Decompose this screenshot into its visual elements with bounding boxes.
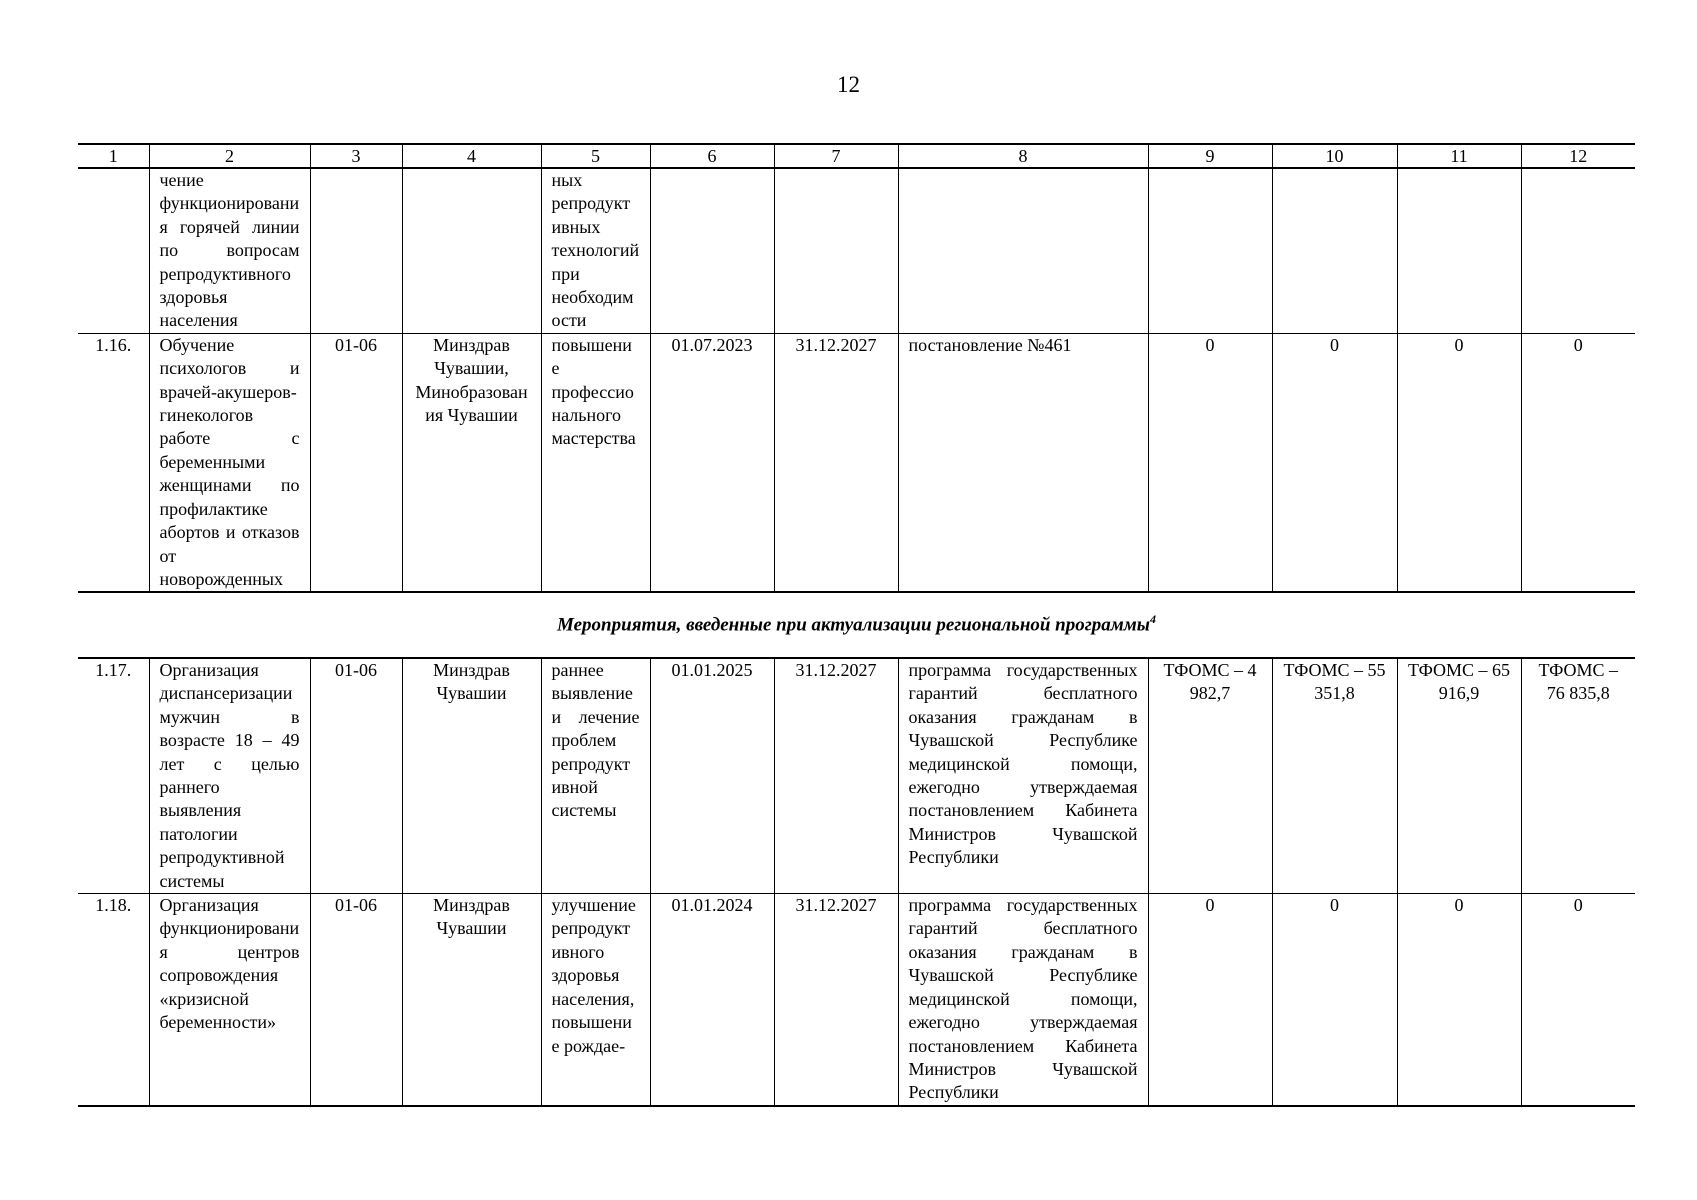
end-date: 31.12.2027 — [774, 333, 898, 592]
row-number: 1.18. — [78, 894, 149, 1106]
footnote-marker: 4 — [1149, 612, 1156, 626]
table-row — [78, 168, 1635, 333]
funding-col-10: ТФОМС – 55 351,8 — [1272, 658, 1397, 894]
program-code: 01-06 — [310, 333, 402, 592]
measure-name: Организация функционирования центров сопровождения «кризисной беременности» — [149, 894, 310, 1106]
column-number: 7 — [774, 144, 898, 168]
measure-name: Обучение психологов и врачей-акушеров-гинекологов работе с беременными женщинами по профилактике абортов и отказов от новорожденных — [149, 333, 310, 592]
column-number: 6 — [650, 144, 774, 168]
table-row — [78, 333, 1635, 592]
expected-result: раннее выявление и лечение проблем репродуктивной системы — [541, 658, 650, 894]
end-date: 31.12.2027 — [774, 894, 898, 1106]
funding-col-12: 0 — [1521, 894, 1635, 1106]
funding-col-10: 0 — [1272, 894, 1397, 1106]
table-row — [78, 894, 1635, 1106]
funding-col-10: 0 — [1272, 333, 1397, 592]
start-date — [650, 168, 774, 333]
column-number: 11 — [1397, 144, 1521, 168]
expected-result: ных репродуктивных технологий при необходимости — [541, 168, 650, 333]
column-number: 3 — [310, 144, 402, 168]
measure-name: Организация диспансеризации мужчин в возрасте 18 – 49 лет с целью раннего выявления патологии репродуктивной системы — [149, 658, 310, 894]
executor: Минздрав Чувашии, Минобразования Чувашии — [402, 333, 541, 592]
column-number: 10 — [1272, 144, 1397, 168]
row-number: 1.17. — [78, 658, 149, 894]
legal-basis: постановление №461 — [898, 333, 1148, 592]
funding-col-11: ТФОМС – 65 916,9 — [1397, 658, 1521, 894]
column-number: 4 — [402, 144, 541, 168]
column-number-header — [78, 144, 1635, 168]
funding-col-12 — [1521, 168, 1635, 333]
measure-name: чение функционирования горячей линии по вопросам репродуктивного здоровья населения — [149, 168, 310, 333]
column-number: 1 — [78, 144, 149, 168]
row-number: 1.16. — [78, 333, 149, 592]
column-number: 9 — [1148, 144, 1272, 168]
page-number: 12 — [837, 72, 860, 97]
column-number: 12 — [1521, 144, 1635, 168]
program-code: 01-06 — [310, 894, 402, 1106]
measures-table-bottom — [78, 657, 1635, 1107]
funding-col-9: ТФОМС – 4 982,7 — [1148, 658, 1272, 894]
section-title — [78, 612, 1635, 636]
expected-result: улучшение репродуктивного здоровья населения, повышение рождае- — [541, 894, 650, 1106]
funding-col-9: 0 — [1148, 894, 1272, 1106]
end-date — [774, 168, 898, 333]
funding-col-12: ТФОМС – 76 835,8 — [1521, 658, 1635, 894]
section-title-text: Мероприятия, введенные при актуализации региональной программы — [557, 614, 1150, 636]
funding-col-12: 0 — [1521, 333, 1635, 592]
column-number: 8 — [898, 144, 1148, 168]
executor: Минздрав Чувашии — [402, 894, 541, 1106]
funding-col-9 — [1148, 168, 1272, 333]
funding-col-10 — [1272, 168, 1397, 333]
start-date: 01.01.2025 — [650, 658, 774, 894]
table-row — [78, 658, 1635, 894]
start-date: 01.07.2023 — [650, 333, 774, 592]
executor: Минздрав Чувашии — [402, 658, 541, 894]
expected-result: повышение профессионального мастерства — [541, 333, 650, 592]
funding-col-11: 0 — [1397, 333, 1521, 592]
start-date: 01.01.2024 — [650, 894, 774, 1106]
funding-col-11: 0 — [1397, 894, 1521, 1106]
end-date: 31.12.2027 — [774, 658, 898, 894]
legal-basis: программа государственных гарантий бесплатного оказания гражданам в Чувашской Республике медицинской помощи, ежегодно утверждаемая постановлением Кабинета Министров Чувашской Республики — [898, 658, 1148, 894]
funding-col-11 — [1397, 168, 1521, 333]
program-code — [310, 168, 402, 333]
measures-table-top — [78, 143, 1635, 593]
executor — [402, 168, 541, 333]
funding-col-9: 0 — [1148, 333, 1272, 592]
legal-basis — [898, 168, 1148, 333]
row-number — [78, 168, 149, 333]
program-code: 01-06 — [310, 658, 402, 894]
legal-basis: программа государственных гарантий бесплатного оказания гражданам в Чувашской Республике медицинской помощи, ежегодно утверждаемая постановлением Кабинета Министров Чувашской Республики — [898, 894, 1148, 1106]
column-number: 5 — [541, 144, 650, 168]
column-number: 2 — [149, 144, 310, 168]
